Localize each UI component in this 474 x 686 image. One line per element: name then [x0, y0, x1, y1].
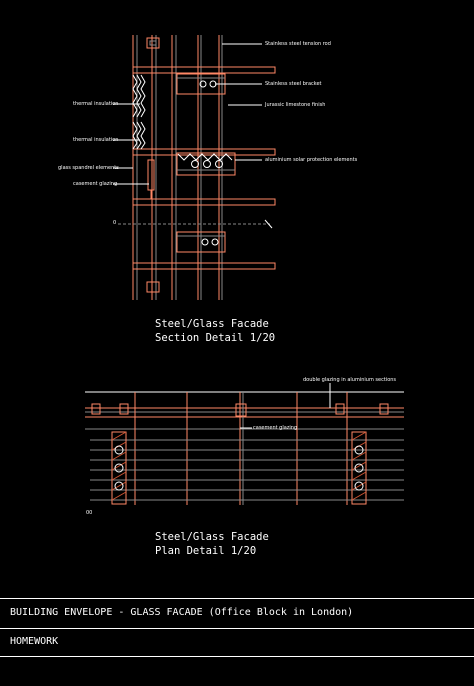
label-thermal-insulation-1: thermal insulation: [73, 101, 119, 107]
section-detail: [113, 35, 275, 300]
label-casement-section: casement glazing: [73, 181, 118, 187]
project-subtitle: HOMEWORK: [10, 636, 59, 647]
label-plan-marker: 00: [86, 510, 93, 516]
plan-caption-line1: Steel/Glass Facade: [155, 531, 269, 543]
label-level-marker: 0: [113, 220, 117, 226]
plan-detail: [85, 383, 404, 505]
label-double-glazing: double glazing in aluminium sections: [303, 377, 397, 383]
label-tension-rod: Stainless steel tension rod: [265, 41, 331, 47]
project-title: BUILDING ENVELOPE - GLASS FACADE (Office Block in London): [10, 607, 354, 618]
title-block-subtitle: [0, 628, 474, 656]
title-block-empty-row: [0, 656, 474, 686]
section-caption-line2: Section Detail 1/20: [155, 332, 276, 344]
label-casement-plan: casement glazing: [253, 425, 298, 431]
label-thermal-insulation-2: thermal insulation: [73, 137, 119, 143]
plan-caption-line2: Plan Detail 1/20: [155, 545, 257, 557]
label-bracket: Stainless steel bracket: [265, 81, 322, 87]
label-spandrel: glass spandrel elements: [58, 165, 119, 171]
label-solar-protection: aluminium solar protection elements: [265, 157, 358, 163]
label-limestone: Jurassic limestone finish: [265, 102, 326, 108]
section-caption-line1: Steel/Glass Facade: [155, 318, 269, 330]
title-block-project: [0, 598, 474, 628]
